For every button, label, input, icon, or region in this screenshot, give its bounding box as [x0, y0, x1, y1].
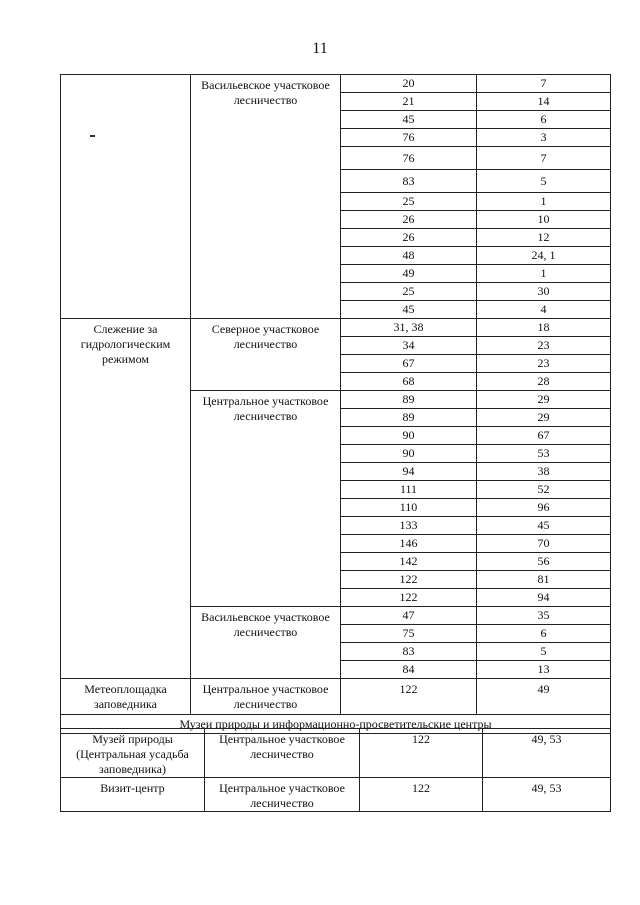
quarter-cell: 20 — [341, 75, 477, 93]
table-row — [61, 778, 611, 812]
allotment-cell: 5 — [477, 170, 611, 193]
quarter-cell: 122 — [341, 571, 477, 589]
allotment-cell: 38 — [477, 463, 611, 481]
category-cell: Метеоплощадка заповедника — [61, 679, 191, 715]
table-row — [61, 729, 611, 778]
allotment-cell: 1 — [477, 193, 611, 211]
allotment-cell: 18 — [477, 319, 611, 337]
category-cell: Визит-центр — [61, 778, 205, 812]
quarter-cell: 21 — [341, 93, 477, 111]
quarter-cell: 84 — [341, 661, 477, 679]
department-cell: Центральное участковое лесничество — [191, 679, 341, 715]
quarter-cell: 76 — [341, 129, 477, 147]
allotment-cell: 94 — [477, 589, 611, 607]
allotment-cell: 4 — [477, 301, 611, 319]
quarter-cell: 76 — [341, 147, 477, 170]
quarter-cell: 25 — [341, 283, 477, 301]
allotment-cell: 7 — [477, 75, 611, 93]
allotment-cell: 67 — [477, 427, 611, 445]
section-header: Музеи природы и информационно-просветительские центры — [61, 715, 611, 734]
allotment-cell: 49, 53 — [483, 778, 611, 812]
allotment-cell: 96 — [477, 499, 611, 517]
quarter-cell: 45 — [341, 111, 477, 129]
allotment-cell: 70 — [477, 535, 611, 553]
quarter-cell: 31, 38 — [341, 319, 477, 337]
allotment-cell: 24, 1 — [477, 247, 611, 265]
allotment-cell: 49 — [477, 679, 611, 715]
allotment-cell: 45 — [477, 517, 611, 535]
allotment-cell: 10 — [477, 211, 611, 229]
quarter-cell: 142 — [341, 553, 477, 571]
allotment-cell: 6 — [477, 625, 611, 643]
quarter-cell: 122 — [341, 679, 477, 715]
department-cell: Центральное участковое лесничество — [191, 391, 341, 607]
allotment-cell: 14 — [477, 93, 611, 111]
allotment-cell: 53 — [477, 445, 611, 463]
monitoring-table — [60, 74, 611, 734]
department-cell: Центральное участковое лесничество — [205, 729, 360, 778]
quarter-cell: 68 — [341, 373, 477, 391]
allotment-cell: 30 — [477, 283, 611, 301]
quarter-cell: 25 — [341, 193, 477, 211]
allotment-cell: 81 — [477, 571, 611, 589]
quarter-cell: 89 — [341, 409, 477, 427]
allotment-cell: 56 — [477, 553, 611, 571]
allotment-cell: 49, 53 — [483, 729, 611, 778]
quarter-cell: 111 — [341, 481, 477, 499]
quarter-cell: 90 — [341, 445, 477, 463]
quarter-cell: 34 — [341, 337, 477, 355]
allotment-cell: 12 — [477, 229, 611, 247]
department-cell: Васильевское участковое лесничество — [191, 607, 341, 679]
table-row — [61, 679, 611, 715]
table-row — [61, 75, 611, 93]
quarter-cell: 133 — [341, 517, 477, 535]
quarter-cell: 83 — [341, 170, 477, 193]
allotment-cell: 28 — [477, 373, 611, 391]
category-cell: Музей природы (Центральная усадьба заповедника) — [61, 729, 205, 778]
allotment-cell: 6 — [477, 111, 611, 129]
department-cell: Северное участковое лесничество — [191, 319, 341, 391]
allotment-cell: 35 — [477, 607, 611, 625]
quarter-cell: 45 — [341, 301, 477, 319]
category-cell: Слежение за гидрологическим режимом — [61, 319, 191, 679]
allotment-cell: 29 — [477, 409, 611, 427]
allotment-cell: 5 — [477, 643, 611, 661]
table-row — [61, 319, 611, 337]
quarter-cell: 110 — [341, 499, 477, 517]
allotment-cell: 7 — [477, 147, 611, 170]
quarter-cell: 122 — [360, 729, 483, 778]
quarter-cell: 146 — [341, 535, 477, 553]
department-cell: Центральное участковое лесничество — [205, 778, 360, 812]
museum-table — [60, 728, 611, 812]
allotment-cell: 3 — [477, 129, 611, 147]
quarter-cell: 90 — [341, 427, 477, 445]
allotment-cell: 23 — [477, 355, 611, 373]
allotment-cell: 52 — [477, 481, 611, 499]
quarter-cell: 26 — [341, 211, 477, 229]
quarter-cell: 48 — [341, 247, 477, 265]
quarter-cell: 122 — [360, 778, 483, 812]
quarter-cell: 122 — [341, 589, 477, 607]
allotment-cell: 13 — [477, 661, 611, 679]
allotment-cell: 23 — [477, 337, 611, 355]
allotment-cell: 29 — [477, 391, 611, 409]
quarter-cell: 75 — [341, 625, 477, 643]
quarter-cell: 49 — [341, 265, 477, 283]
quarter-cell: 83 — [341, 643, 477, 661]
quarter-cell: 94 — [341, 463, 477, 481]
quarter-cell: 89 — [341, 391, 477, 409]
quarter-cell: 47 — [341, 607, 477, 625]
category-cell — [61, 75, 191, 319]
allotment-cell: 1 — [477, 265, 611, 283]
department-cell: Васильевское участковое лесничество — [191, 75, 341, 319]
quarter-cell: 26 — [341, 229, 477, 247]
page-number: 11 — [312, 40, 328, 57]
quarter-cell: 67 — [341, 355, 477, 373]
